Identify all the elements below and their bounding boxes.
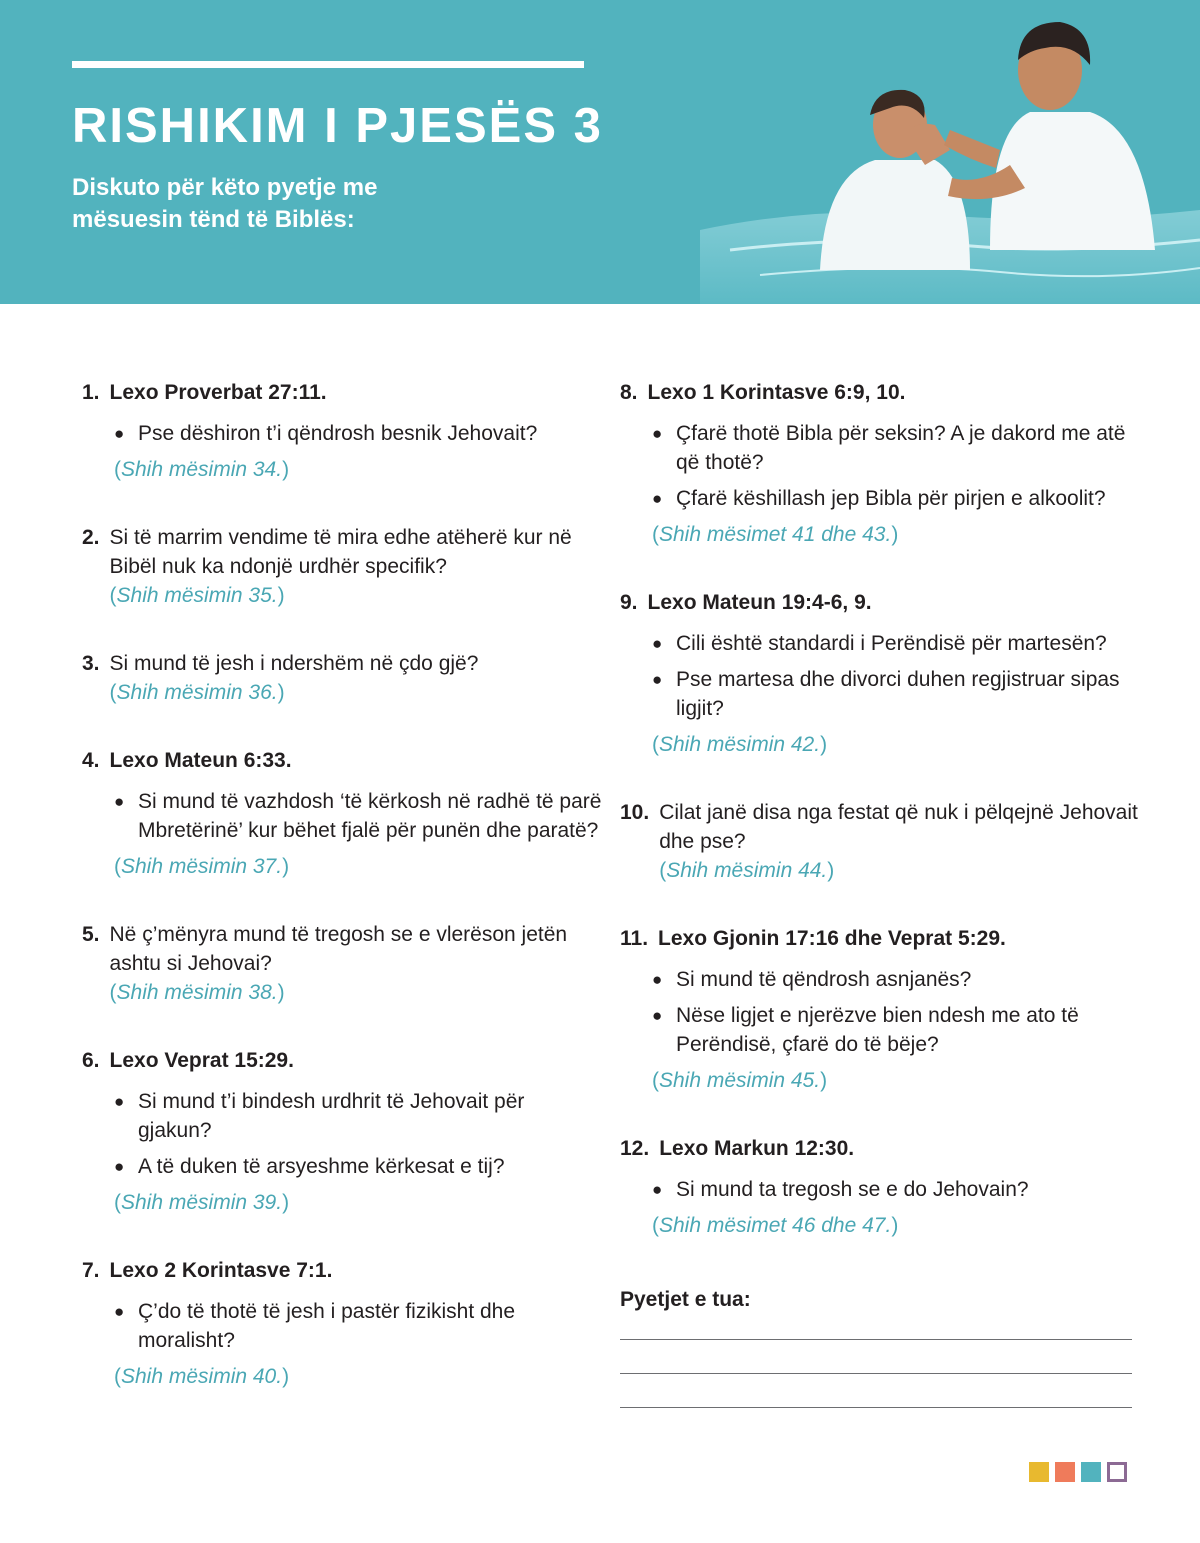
lesson-reference: (Shih mësimin 42.) (652, 733, 828, 756)
question-item (620, 1134, 1140, 1240)
orange-square (1055, 1462, 1075, 1482)
lesson-reference: (Shih mësimin 40.) (114, 1365, 290, 1388)
bullet-dot-icon: ● (114, 1092, 125, 1111)
yellow-square (1029, 1462, 1049, 1482)
question-heading (82, 523, 602, 610)
bullet-dot-icon: ● (652, 670, 663, 689)
question-text: Lexo 1 Korintasve 6:9, 10. (647, 381, 906, 404)
question-heading (82, 649, 602, 707)
bullet-dot-icon: ● (652, 970, 663, 989)
question-heading (620, 1134, 1140, 1163)
lesson-reference: (Shih mësimin 44.) (659, 859, 835, 882)
header-banner (0, 0, 1200, 304)
question-item (82, 1046, 602, 1217)
question-text: Lexo Proverbat 27:11. (109, 381, 327, 404)
bullet-list (82, 787, 602, 845)
question-number: 11. (620, 927, 649, 950)
lesson-reference: (Shih mësimet 46 dhe 47.) (652, 1214, 899, 1237)
baptism-illustration (700, 0, 1200, 304)
question-heading (620, 378, 1140, 407)
teal-square (1081, 1462, 1101, 1482)
header-rule (72, 61, 584, 68)
lesson-reference: (Shih mësimin 45.) (652, 1069, 828, 1092)
lesson-reference: (Shih mësimin 39.) (114, 1191, 290, 1214)
question-number: 9. (620, 591, 638, 614)
bullet-dot-icon: ● (114, 792, 125, 811)
question-number: 7. (82, 1259, 100, 1282)
bullet-list (620, 419, 1140, 513)
page-subtitle: Diskuto për këto pyetje me mësuesin tënd të Biblës: (72, 174, 378, 233)
question-heading (82, 920, 602, 1007)
question-number: 4. (82, 749, 100, 772)
bullet-list (82, 419, 602, 448)
question-heading (82, 378, 602, 407)
question-number: 5. (82, 923, 100, 946)
page-title: RISHIKIM I PJESËS 3 (72, 99, 603, 153)
bullet-list (620, 1175, 1140, 1204)
answer-line[interactable] (620, 1339, 1132, 1340)
question-item (620, 378, 1140, 549)
answer-line[interactable] (620, 1407, 1132, 1408)
bullet-dot-icon: ● (114, 1157, 125, 1176)
bullet-dot-icon: ● (652, 1180, 663, 1199)
bullet-item: ● Si mund të qëndrosh asnjanës? (652, 965, 1140, 994)
question-number: 1. (82, 381, 100, 404)
question-heading (82, 746, 602, 775)
bullet-item: ● A të duken të arsyeshme kërkesat e tij? (114, 1152, 602, 1181)
question-item (82, 523, 602, 610)
bullet-item: ● Pse dëshiron t’i qëndrosh besnik Jehovait? (114, 419, 602, 448)
bullet-dot-icon: ● (652, 634, 663, 653)
your-questions-label: Pyetjet e tua: (620, 1288, 751, 1311)
question-item (82, 649, 602, 707)
question-number: 10. (620, 801, 650, 824)
question-number: 2. (82, 526, 100, 549)
question-heading (620, 798, 1140, 885)
question-number: 12. (620, 1137, 650, 1160)
question-item (82, 920, 602, 1007)
question-text: Si mund të jesh i ndershëm në çdo gjë? (109, 652, 479, 675)
color-squares (1029, 1462, 1127, 1482)
bullet-item: ● Si mund ta tregosh se e do Jehovain? (652, 1175, 1140, 1204)
bullet-dot-icon: ● (652, 424, 663, 443)
bullet-dot-icon: ● (114, 424, 125, 443)
question-text: Në ç’mënyra mund të tregosh se e vlerëson jetën ashtu si Jehovai? (109, 923, 568, 975)
question-text: Cilat janë disa nga festat që nuk i pëlqejnë Jehovait dhe pse? (659, 801, 1138, 853)
question-text: Lexo Mateun 6:33. (109, 749, 292, 772)
question-text: Lexo 2 Korintasve 7:1. (109, 1259, 333, 1282)
question-text: Si të marrim vendime të mira edhe atëherë kur në Bibël nuk ka ndonjë urdhër specifik? (109, 526, 572, 578)
question-number: 6. (82, 1049, 100, 1072)
question-item (620, 798, 1140, 885)
bullet-dot-icon: ● (652, 1006, 663, 1025)
bullet-item: ● Si mund t’i bindesh urdhrit të Jehovait për gjakun? (114, 1087, 602, 1145)
bullet-dot-icon: ● (114, 1302, 125, 1321)
lesson-reference: (Shih mësimin 36.) (109, 681, 285, 704)
question-text: Lexo Markun 12:30. (659, 1137, 855, 1160)
question-number: 3. (82, 652, 100, 675)
question-item (620, 924, 1140, 1095)
questions-right-column (620, 378, 1140, 1240)
question-item (620, 588, 1140, 759)
question-heading (82, 1256, 602, 1285)
question-item (82, 1256, 602, 1391)
lesson-reference: (Shih mësimin 35.) (109, 584, 285, 607)
bullet-item: ● Çfarë këshillash jep Bibla për pirjen e alkoolit? (652, 484, 1140, 513)
question-text: Lexo Gjonin 17:16 dhe Veprat 5:29. (658, 927, 1006, 950)
bullet-item: ● Si mund të vazhdosh ‘të kërkosh në radhë të parë Mbretërinë’ kur bëhet fjalë për punën dhe paratë? (114, 787, 602, 845)
bullet-item: ● Ç’do të thotë të jesh i pastër fizikisht dhe moralisht? (114, 1297, 602, 1355)
bullet-list (82, 1087, 602, 1181)
bullet-item: ● Pse martesa dhe divorci duhen regjistruar sipas ligjit? (652, 665, 1140, 723)
questions-left-column (82, 378, 602, 1391)
question-text: Lexo Mateun 19:4-6, 9. (647, 591, 872, 614)
outline-square (1107, 1462, 1127, 1482)
lesson-reference: (Shih mësimin 34.) (114, 458, 290, 481)
question-number: 8. (620, 381, 638, 404)
bullet-list (620, 629, 1140, 723)
bullet-list (620, 965, 1140, 1059)
bullet-item: ● Cili është standardi i Perëndisë për martesën? (652, 629, 1140, 658)
question-text: Lexo Veprat 15:29. (109, 1049, 294, 1072)
answer-line[interactable] (620, 1373, 1132, 1374)
bullet-dot-icon: ● (652, 489, 663, 508)
question-heading (620, 924, 1140, 953)
question-heading (82, 1046, 602, 1075)
question-item (82, 746, 602, 881)
question-heading (620, 588, 1140, 617)
lesson-reference: (Shih mësimin 37.) (114, 855, 290, 878)
lesson-reference: (Shih mësimin 38.) (109, 981, 285, 1004)
bullet-item: ● Nëse ligjet e njerëzve bien ndesh me ato të Perëndisë, çfarë do të bëje? (652, 1001, 1140, 1059)
question-item (82, 378, 602, 484)
bullet-item: ● Çfarë thotë Bibla për seksin? A je dakord me atë që thotë? (652, 419, 1140, 477)
lesson-reference: (Shih mësimet 41 dhe 43.) (652, 523, 899, 546)
bullet-list (82, 1297, 602, 1355)
